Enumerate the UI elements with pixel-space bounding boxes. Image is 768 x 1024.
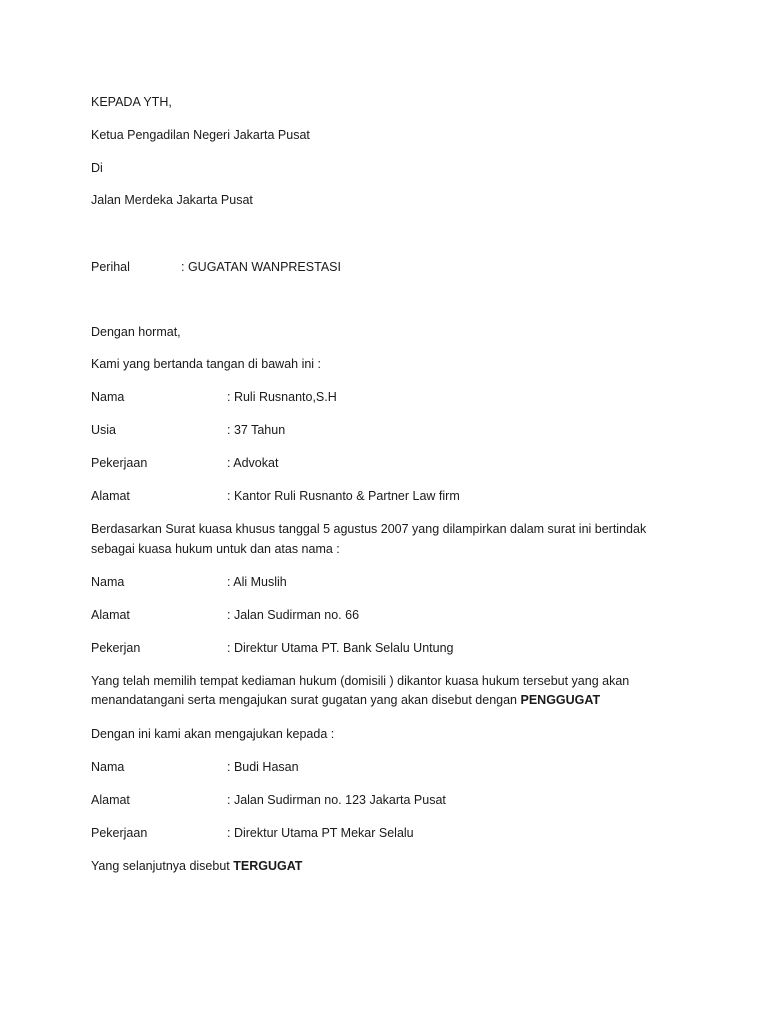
defendant-name-row xyxy=(91,758,691,777)
field-label: Pekerjaan xyxy=(91,456,148,470)
perihal-value: : GUGATAN WANPRESTASI xyxy=(181,260,341,274)
against-intro-line: Dengan ini kami akan mengajukan kepada : xyxy=(91,727,335,741)
field-value: : Ali Muslih xyxy=(227,575,287,589)
closing-line xyxy=(91,857,302,876)
field-value: : Direktur Utama PT Mekar Selalu xyxy=(227,826,414,840)
field-label: Nama xyxy=(91,390,125,404)
field-value: : 37 Tahun xyxy=(227,423,286,437)
field-label: Pekerjaan xyxy=(91,826,148,840)
defendant-address-row xyxy=(91,791,691,810)
field-label: Nama xyxy=(91,575,125,589)
intro-line: Kami yang bertanda tangan di bawah ini : xyxy=(91,357,322,371)
closing-text: Yang selanjutnya disebut xyxy=(91,859,234,873)
lawyer-address-row xyxy=(91,487,691,506)
penggugat-term: PENGGUGAT xyxy=(520,693,601,707)
perihal-row xyxy=(91,258,691,277)
client-address-row xyxy=(91,606,691,625)
street-line: Jalan Merdeka Jakarta Pusat xyxy=(91,193,253,207)
lawyer-job-row xyxy=(91,454,691,473)
kuasa-paragraph-line1: Berdasarkan Surat kuasa khusus tanggal 5 agustus 2007 yang dilampirkan dalam surat ini bertindak xyxy=(91,522,647,536)
domisili-paragraph-line2 xyxy=(91,691,600,710)
kuasa-paragraph-line2: sebagai kuasa hukum untuk dan atas nama : xyxy=(91,542,340,556)
field-value: : Kantor Ruli Rusnanto & Partner Law firm xyxy=(227,489,460,503)
greeting-line: Dengan hormat, xyxy=(91,325,181,339)
field-label: Nama xyxy=(91,760,125,774)
field-label: Alamat xyxy=(91,608,130,622)
di-line: Di xyxy=(91,161,103,175)
domisili-text: menandatangani serta mengajukan surat gugatan yang akan disebut dengan xyxy=(91,693,521,707)
field-value: : Jalan Sudirman no. 66 xyxy=(227,608,360,622)
field-label: Alamat xyxy=(91,793,130,807)
salutation-kepada: KEPADA YTH, xyxy=(91,95,172,109)
domisili-paragraph-line1: Yang telah memilih tempat kediaman hukum (domisili ) dikantor kuasa hukum tersebut yang akan xyxy=(91,674,630,688)
field-label: Pekerjan xyxy=(91,641,141,655)
field-label: Usia xyxy=(91,423,117,437)
perihal-label: Perihal xyxy=(91,260,130,274)
field-label: Alamat xyxy=(91,489,130,503)
field-value: : Ruli Rusnanto,S.H xyxy=(227,390,337,404)
field-value: : Advokat xyxy=(227,456,279,470)
tergugat-term: TERGUGAT xyxy=(233,859,303,873)
lawyer-age-row xyxy=(91,421,691,440)
field-value: : Budi Hasan xyxy=(227,760,299,774)
client-job-row xyxy=(91,639,691,658)
recipient-line: Ketua Pengadilan Negeri Jakarta Pusat xyxy=(91,128,310,142)
field-value: : Jalan Sudirman no. 123 Jakarta Pusat xyxy=(227,793,446,807)
defendant-job-row xyxy=(91,824,691,843)
field-value: : Direktur Utama PT. Bank Selalu Untung xyxy=(227,641,454,655)
lawyer-name-row xyxy=(91,388,691,407)
client-name-row xyxy=(91,573,691,592)
